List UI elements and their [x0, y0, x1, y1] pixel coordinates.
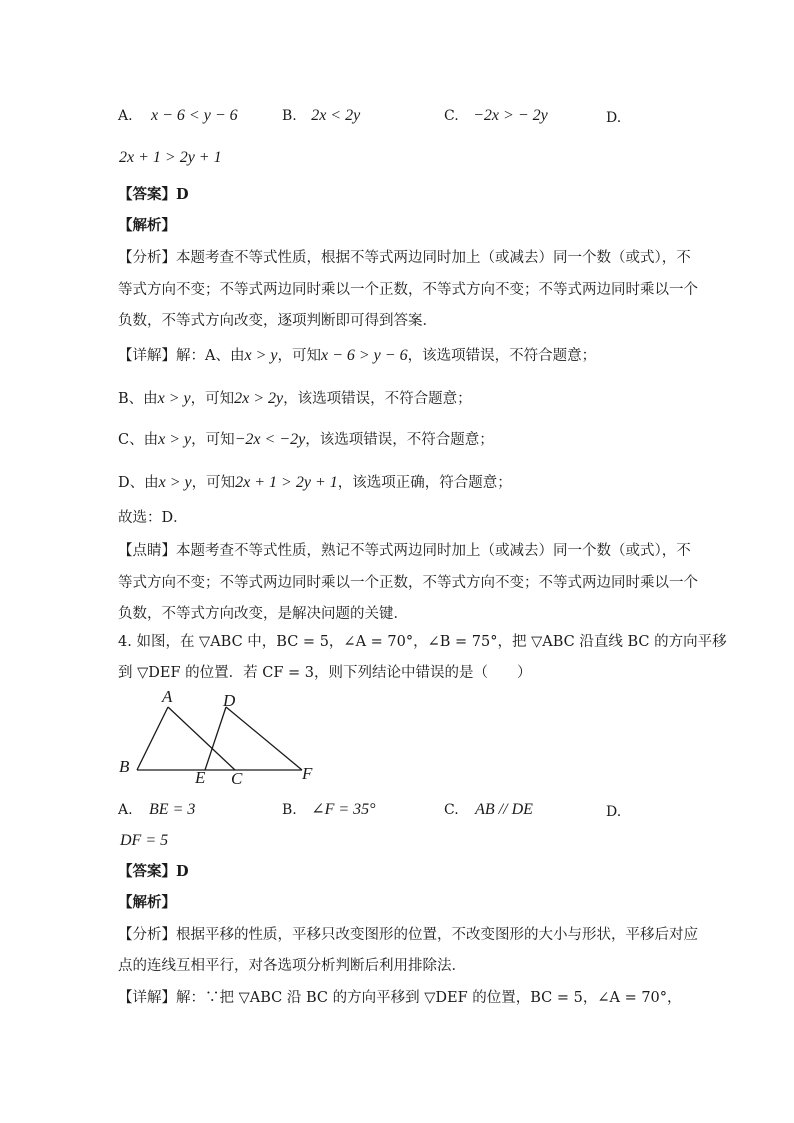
- segment-DE: [205, 707, 226, 770]
- q3-option-c[interactable]: C. −2x > − 2y: [444, 107, 548, 124]
- q3-analysis-heading: 【解析】: [118, 217, 176, 234]
- q4-option-a[interactable]: A. BE = 3: [118, 801, 196, 818]
- q4-option-b-math: ∠F = 35°: [311, 801, 376, 818]
- q4-analysis-line: 点的连线互相平行，对各选项分析判断后利用排除法．: [118, 958, 466, 974]
- label-D: D: [223, 691, 236, 710]
- q3-analysis-line: 等式方向不变；不等式两边同时乘以一个正数，不等式方向不变；不等式两边同时乘以一个: [118, 282, 698, 298]
- q4-option-c-math: AB // DE: [475, 801, 533, 818]
- label-B: B: [119, 757, 130, 776]
- label-E: E: [195, 768, 206, 787]
- q3-option-a-math: x − 6 < y − 6: [151, 107, 238, 124]
- q3-option-a[interactable]: A. x − 6 < y − 6: [118, 107, 238, 124]
- q4-option-a-math: BE = 3: [149, 801, 196, 818]
- q3-comment-line: 等式方向不变；不等式两边同时乘以一个正数，不等式方向不变；不等式两边同时乘以一个: [118, 575, 698, 591]
- q4-option-d-math: DF = 5: [120, 832, 169, 849]
- q4-analysis-line: 【分析】根据平移的性质，平移只改变图形的位置，不改变图形的大小与形状，平移后对应: [118, 927, 698, 943]
- q4-analysis-heading: 【解析】: [118, 894, 176, 911]
- segment-DF: [226, 707, 302, 770]
- q3-option-c-math: −2x > − 2y: [473, 107, 548, 124]
- q4-stem-line: 到 ▽DEF 的位置．若 CF = 3，则下列结论中错误的是（ ）: [118, 665, 532, 681]
- q4-answer: 【答案】D: [118, 863, 189, 880]
- q3-answer: 【答案】D: [118, 186, 189, 203]
- q4-option-c[interactable]: C. AB // DE: [444, 801, 533, 818]
- q4-option-d[interactable]: D.: [606, 804, 622, 820]
- q3-option-b[interactable]: B. 2x < 2y: [282, 107, 361, 124]
- q3-option-b-math: 2x < 2y: [311, 107, 361, 124]
- q3-detail-b: B、由x > y，可知2x > 2y，该选项错误，不符合题意；: [118, 390, 472, 407]
- segment-AC: [168, 707, 235, 770]
- q4-stem-line: 4. 如图，在 ▽ABC 中，BC = 5，∠A = 70°，∠B = 75°，把 ▽ABC 沿直线 BC 的方向平移: [118, 634, 727, 650]
- segment-AB: [137, 707, 168, 770]
- q3-comment-line: 负数，不等式方向改变，是解决问题的关键．: [118, 606, 408, 622]
- q3-option-d[interactable]: D.: [606, 110, 622, 126]
- q3-detail-a: 【详解】解：A、由x > y，可知x − 6 > y − 6，该选项错误，不符合题意；: [118, 347, 597, 364]
- label-C: C: [231, 769, 243, 788]
- q3-analysis-line: 负数，不等式方向改变，逐项判断即可得到答案．: [118, 313, 437, 329]
- q3-analysis-line: 【分析】本题考查不等式性质，根据不等式两边同时加上（或减去）同一个数（或式），不: [118, 250, 691, 266]
- q3-option-d-math: 2x + 1 > 2y + 1: [119, 149, 222, 166]
- label-F: F: [302, 764, 313, 783]
- q3-detail-d: D、由x > y，可知2x + 1 > 2y + 1，该选项正确，符合题意；: [118, 474, 512, 491]
- q4-triangle-figure: [112, 690, 332, 790]
- q3-detail-c: C、由x > y，可知−2x < −2y，该选项错误，不符合题意；: [118, 431, 494, 448]
- q4-detail-line: 【详解】解：∵把 ▽ABC 沿 BC 的方向平移到 ▽DEF 的位置，BC = 5，∠A = 70°，: [118, 990, 682, 1006]
- q3-conclusion: 故选：D．: [118, 510, 188, 526]
- q4-option-b[interactable]: B. ∠F = 35°: [282, 801, 376, 818]
- q3-comment-line: 【点睛】本题考查不等式性质，熟记不等式两边同时加上（或减去）同一个数（或式），不: [118, 543, 691, 559]
- label-A: A: [162, 690, 173, 706]
